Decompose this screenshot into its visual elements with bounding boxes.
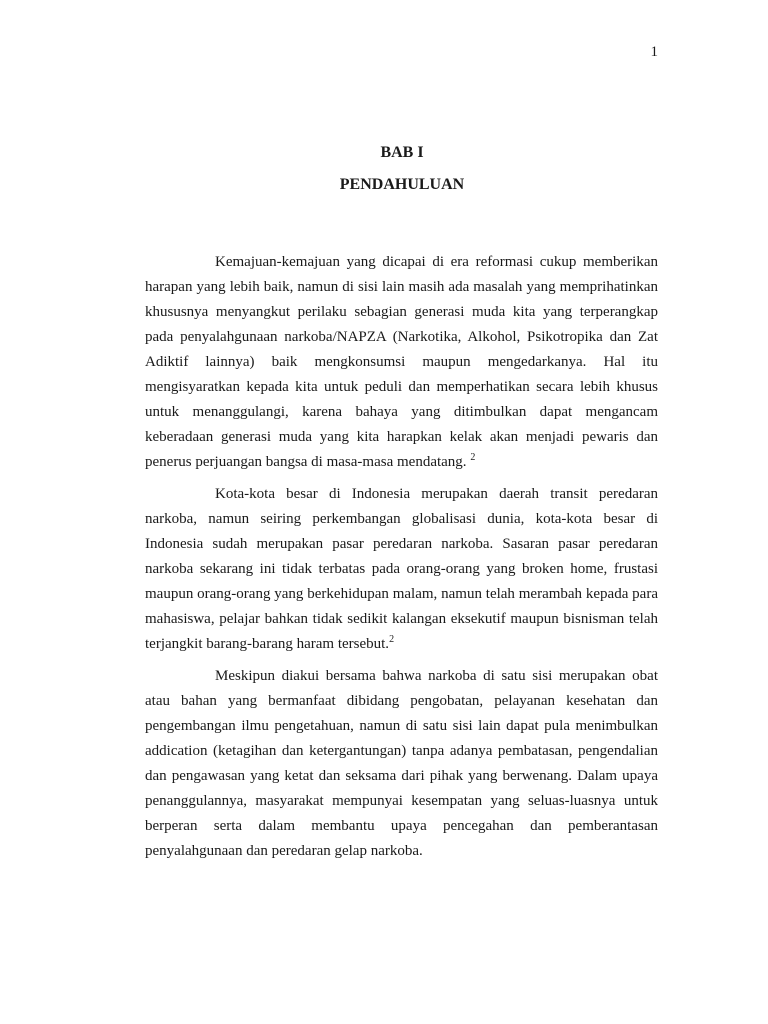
footnote-ref-2[interactable]: 2 bbox=[389, 634, 395, 645]
paragraph-1 bbox=[145, 250, 658, 475]
body-text bbox=[145, 250, 658, 871]
paragraph-2 bbox=[145, 482, 658, 657]
footnote-ref-1[interactable]: 2 bbox=[470, 452, 476, 463]
chapter-title: PENDAHULUAN bbox=[339, 176, 465, 193]
paragraph-3-text: Meskipun diakui bersama bahwa narkoba di satu sisi merupakan obat atau bahan yang bermanfaat dibidang pengobatan, pelayanan kesehatan dan pengembangan ilmu pengetahuan, namun di satu sisi lain dapat pula menimbulkan addication (ketagihan dan ketergantungan) tanpa adanya pembatasan, pengendalian dan pengawasan yang ketat dan seksama dari pihak yang berwenang. Dalam upaya penanggulannya, masyarakat mempunyai kesempatan yang seluas-luasnya untuk berperan serta dalam membantu upaya pencegahan dan pemberantasan penyalahgunaan dan peredaran gelap narkoba. bbox=[145, 668, 658, 859]
paragraph-2-text: Kota-kota besar di Indonesia merupakan daerah transit peredaran narkoba, namun seiring perkembangan globalisasi dunia, kota-kota besar di Indonesia sudah merupakan pasar peredaran narkoba. Sasaran pasar peredaran narkoba sekarang ini tidak terbatas pada orang-orang yang broken home, frustasi maupun orang-orang yang berkehidupan malam, namun telah merambah kepada para mahasiswa, pelajar bahkan tidak sedikit kalangan eksekutif maupun bisnisman telah terjangkit barang-barang haram tersebut. bbox=[145, 486, 658, 652]
paragraph-1-text: Kemajuan-kemajuan yang dicapai di era reformasi cukup memberikan harapan yang lebih baik, namun di sisi lain masih ada masalah yang memprihatinkan khususnya menyangkut perilaku sebagian generasi muda kita yang terperangkap pada penyalahgunaan narkoba/NAPZA (Narkotika, Alkohol, Psikotropika dan Zat Adiktif lainnya) baik mengkonsumsi maupun mengedarkanya. Hal itu mengisyaratkan kepada kita untuk peduli dan memperhatikan secara lebih khusus untuk menanggulangi, karena bahaya yang ditimbulkan dapat mengancam keberadaan generasi muda yang kita harapkan kelak akan menjadi pewaris dan penerus perjuangan bangsa di masa-masa mendatang. bbox=[145, 254, 658, 470]
chapter-label: BAB I bbox=[380, 144, 424, 161]
paragraph-3 bbox=[145, 664, 658, 864]
page-number: 1 bbox=[650, 44, 658, 60]
chapter-heading bbox=[0, 137, 768, 201]
